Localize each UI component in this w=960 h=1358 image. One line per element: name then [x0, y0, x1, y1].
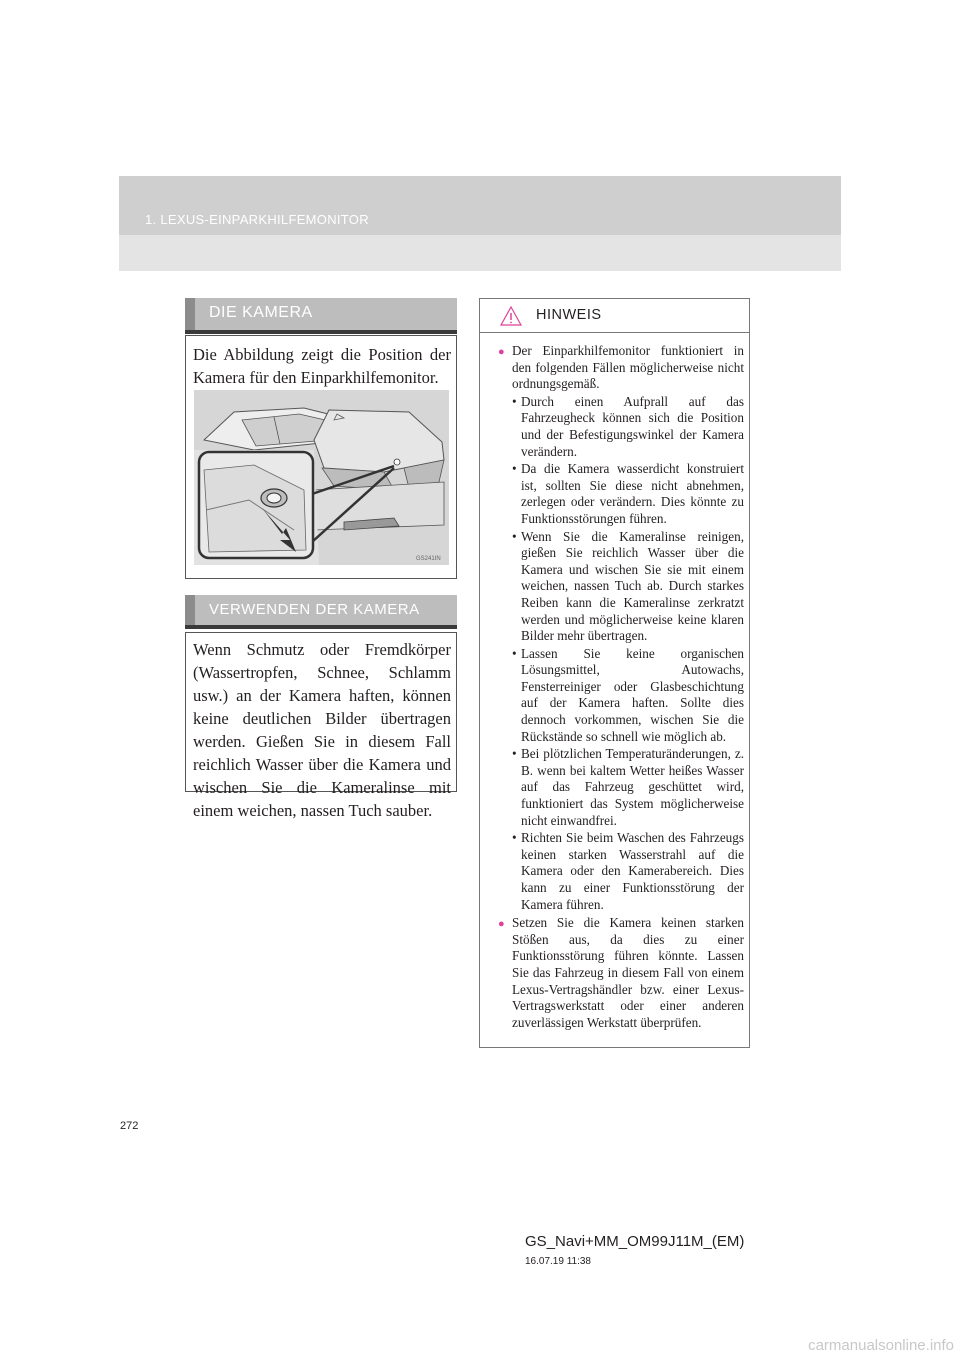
- notice-header: [480, 299, 749, 333]
- header-strip: [119, 235, 841, 271]
- chapter-title: 1. LEXUS-EINPARKHILFEMONITOR: [145, 212, 369, 227]
- section-title-camera: DIE KAMERA: [209, 304, 313, 321]
- section-bar: [185, 298, 195, 330]
- bullet-icon: ●: [498, 918, 505, 931]
- warning-icon: [500, 306, 522, 326]
- section-header-camera: [185, 298, 457, 334]
- notice-subpoint: • Lassen Sie keine organischen Lösungsmittel, Autowachs, Fensterreiniger oder Glasbeschichtung auf der Kamera haften. Sollte dies dennoch vorkommen, wischen Sie die Rückstände so schnell wie möglich ab.: [512, 645, 744, 744]
- camera-figure: [194, 390, 449, 565]
- section-header-use: [185, 595, 457, 629]
- notice-subpoint: • Richten Sie beim Waschen des Fahrzeugs keinen starken Wasserstrahl auf die Kamera oder den Kamerabereich. Dies kann zu einer Funktionsstörung der Kamera führen.: [512, 830, 744, 912]
- section-title-use: VERWENDEN DER KAMERA: [209, 601, 420, 618]
- camera-intro: Die Abbildung zeigt die Position der Kamera für den Einparkhilfemonitor.: [193, 345, 451, 387]
- notice-subpoint: • Bei plötzlichen Temperaturänderungen, z. B. wenn bei kaltem Wetter heißes Wasser auf das Fahrzeug geschüttet wird, funktioniert das System möglicherweise nicht einwandfrei.: [512, 746, 744, 828]
- section-bar: [185, 595, 195, 625]
- page-number: 272: [120, 1120, 139, 1132]
- notice-box: [479, 298, 750, 1048]
- watermark: carmanualsonline.info: [808, 1337, 954, 1354]
- doc-code: GS_Navi+MM_OM99J11M_(EM): [525, 1233, 745, 1250]
- notice-subpoint: • Durch einen Aufprall auf das Fahrzeugheck können sich die Position und der Befestigungswinkel der Kamera verändern.: [512, 393, 744, 459]
- notice-body: [498, 343, 744, 1032]
- notice-title: HINWEIS: [536, 307, 602, 323]
- notice-subpoint: • Da die Kamera wasserdicht konstruiert ist, sollten Sie diese nicht abnehmen, zerlegen oder verändern. Dies könnte zu Funktionsstörungen führen.: [512, 461, 744, 526]
- notice-point: ● Setzen Sie die Kamera keinen starken Stößen aus, da dies zu einer Funktionsstörung führen könnte. Lassen Sie das Fahrzeug in diesem Fall von einem Lexus-Vertragshändler bzw. einer Lexus-Vertragswerkstatt oder einer anderen zuverlässigen Werkstatt überprüfen.: [498, 915, 744, 1030]
- figure-code: GS241IN: [416, 556, 441, 562]
- notice-subpoint: • Wenn Sie die Kameralinse reinigen, gießen Sie reichlich Wasser über die Kamera und wischen Sie sie mit einem weichen, nassen Tuch ab. Durch starkes Reiben kann die Kameralinse zerkratzt werden und möglicherweise keine klaren Bilder mehr übertragen.: [512, 528, 744, 644]
- use-text: Wenn Schmutz oder Fremdkörper (Wassertropfen, Schnee, Schlamm usw.) an der Kamera haften, können keine deutlichen Bilder übertragen werden. Gießen Sie in diesem Fall reichlich Wasser über die Kamera und wischen Sie die Kameralinse mit einem weichen, nassen Tuch sauber.: [193, 640, 451, 820]
- bullet-icon: ●: [498, 346, 505, 358]
- doc-timestamp: 16.07.19 11:38: [525, 1256, 591, 1267]
- notice-point: ● Der Einparkhilfemonitor funktioniert in den folgenden Fällen möglicherweise nicht ordnungsgemäß.: [498, 343, 744, 392]
